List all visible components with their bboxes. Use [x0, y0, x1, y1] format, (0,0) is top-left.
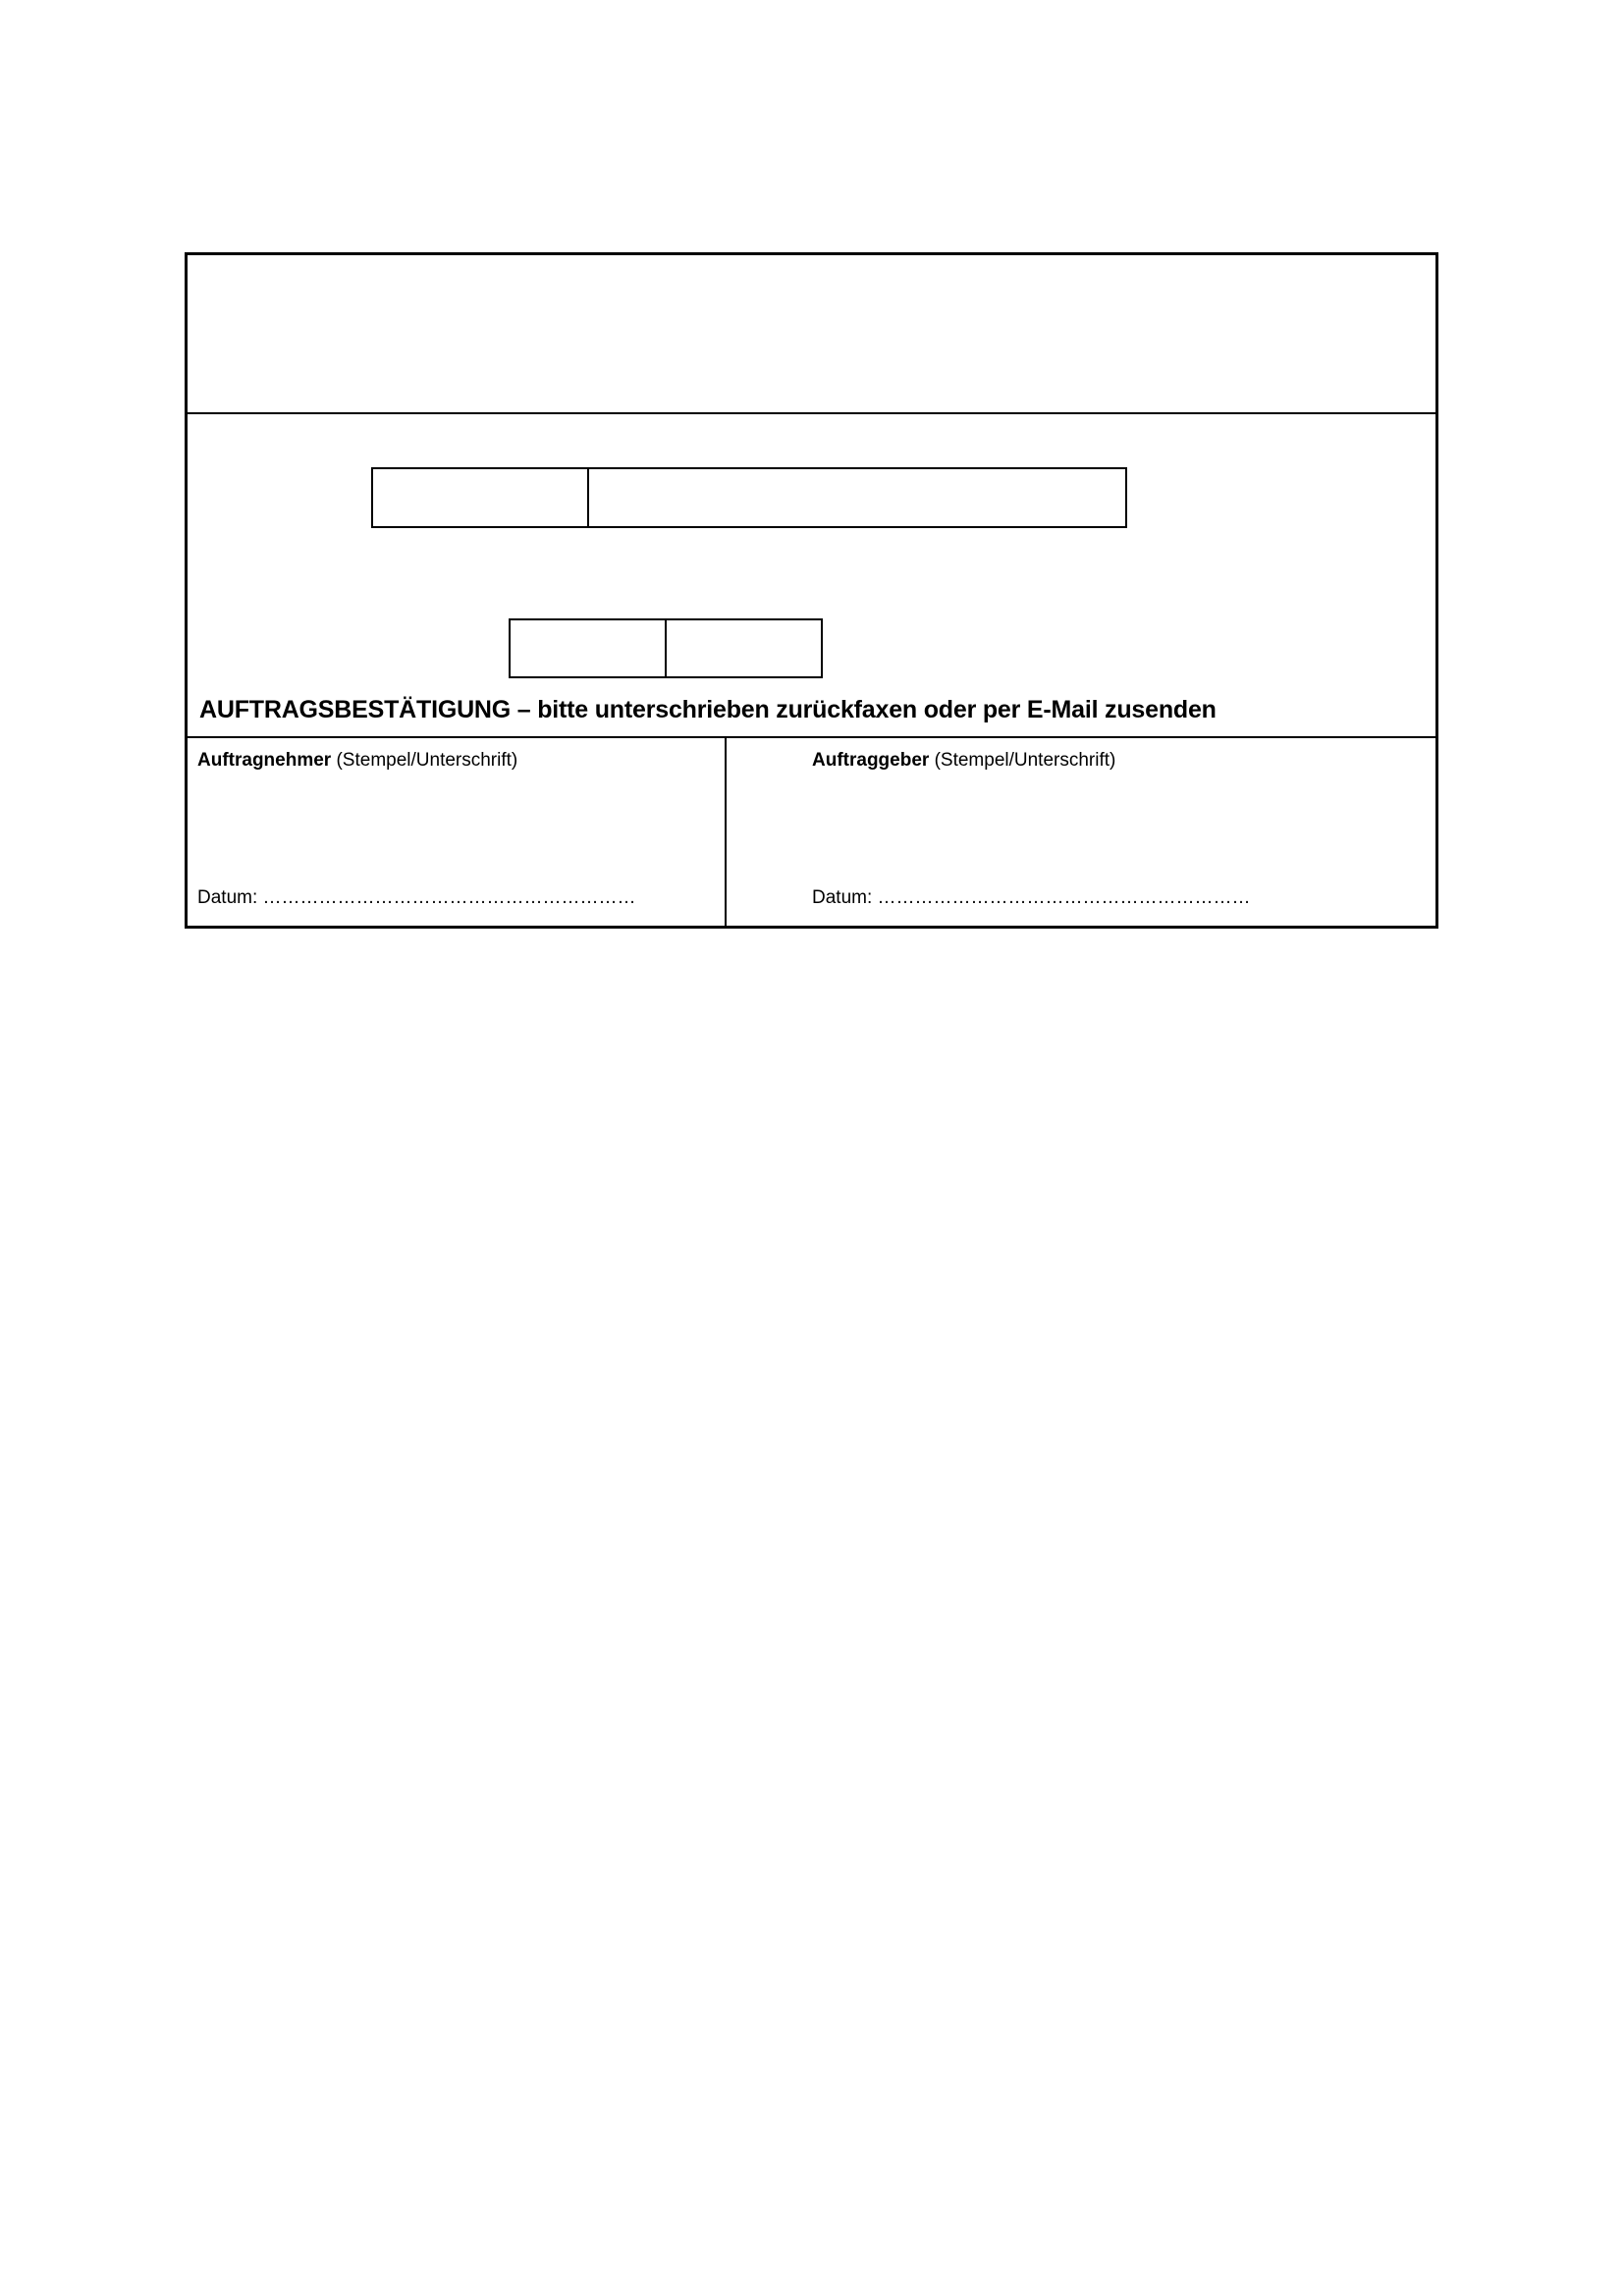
confirmation-title: AUFTRAGSBESTÄTIGUNG – bitte unterschrieben zurückfaxen oder per E-Mail zusenden: [199, 696, 1217, 723]
client-date-field[interactable]: [812, 887, 1251, 909]
signature-divider: [188, 736, 1435, 738]
entry-box-4[interactable]: [665, 618, 823, 678]
client-date-label: Datum:: [812, 887, 873, 908]
contractor-date-field[interactable]: [197, 887, 636, 909]
header-divider: [188, 412, 1435, 414]
contractor-date-placeholder: ……………………………………………………: [262, 887, 636, 908]
client-label: [812, 750, 1115, 772]
entry-box-1[interactable]: [371, 467, 589, 528]
contractor-date-label: Datum:: [197, 887, 258, 908]
client-hint: (Stempel/Unterschrift): [934, 750, 1116, 771]
client-role: Auftraggeber: [812, 750, 930, 771]
entry-box-2[interactable]: [587, 467, 1127, 528]
entry-box-3[interactable]: [509, 618, 667, 678]
order-confirmation-form: [185, 252, 1438, 929]
client-date-placeholder: ……………………………………………………: [877, 887, 1251, 908]
contractor-role: Auftragnehmer: [197, 750, 332, 771]
contractor-hint: (Stempel/Unterschrift): [336, 750, 518, 771]
contractor-label: [197, 750, 517, 772]
signature-column-divider: [725, 736, 727, 929]
